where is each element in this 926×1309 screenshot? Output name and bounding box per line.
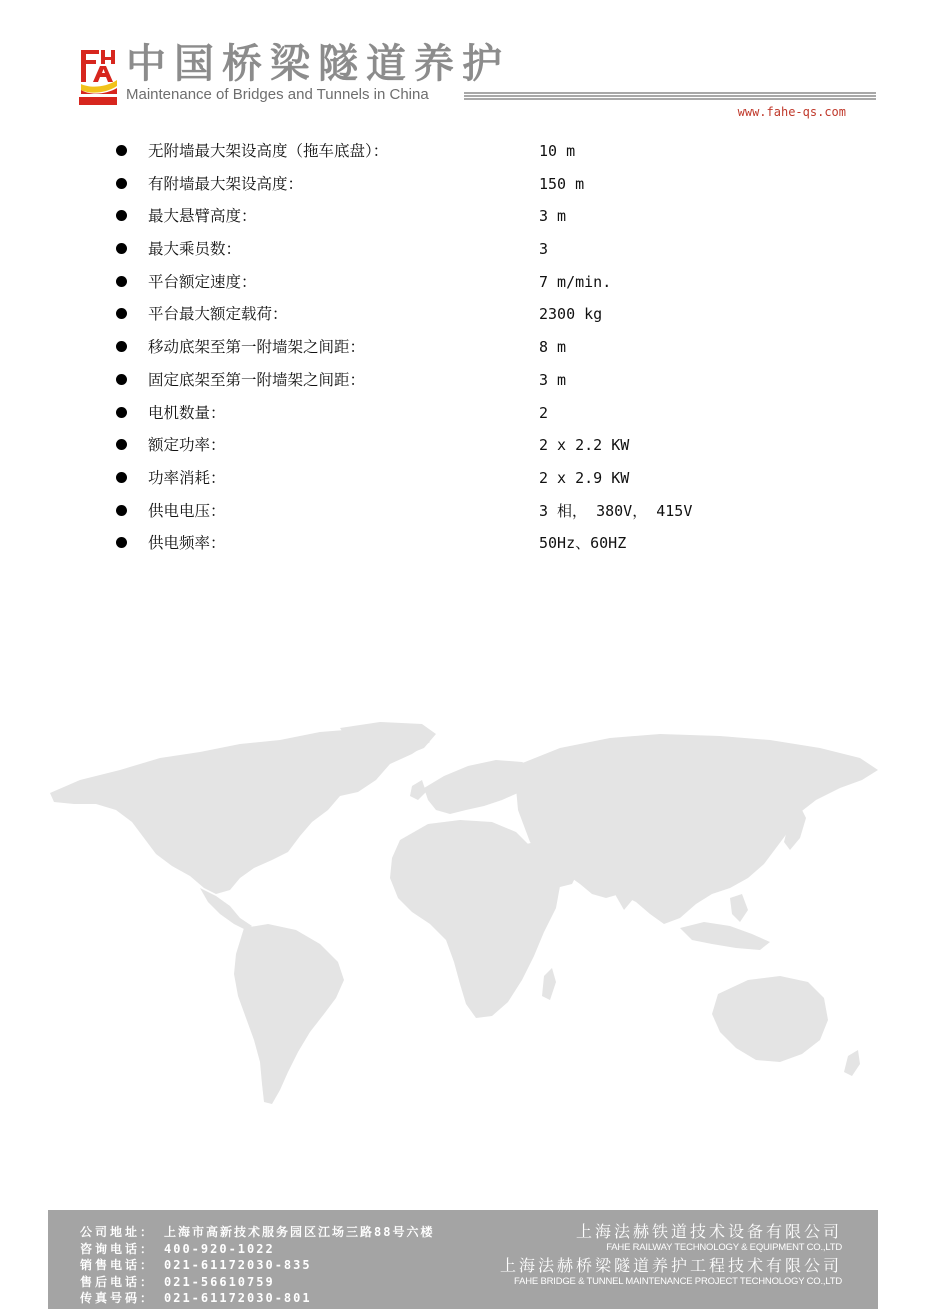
contact-value: 021-56610759 <box>164 1274 275 1289</box>
spec-value: 2300 kg <box>539 305 603 324</box>
spec-list <box>112 138 832 563</box>
website-link[interactable]: www.fahe-qs.com <box>737 105 846 119</box>
contact-value: 上海市高新技术服务园区江场三路88号六楼 <box>164 1225 435 1239</box>
company-name-en: FAHE RAILWAY TECHNOLOGY & EQUIPMENT CO.,LTD <box>606 1242 842 1253</box>
contact-key: 公司地址： <box>80 1225 156 1239</box>
spec-label: 功率消耗： <box>148 468 226 487</box>
spec-item <box>112 171 832 204</box>
page-footer <box>48 1210 878 1309</box>
spec-label: 电机数量： <box>148 403 226 422</box>
contact-fax <box>80 1290 434 1307</box>
spec-item <box>112 269 832 302</box>
company-name-cn: 上海法赫桥梁隧道养护工程技术有限公司 <box>499 1256 842 1275</box>
contact-key: 咨询电话： <box>80 1241 156 1256</box>
company-name-en: FAHE BRIDGE & TUNNEL MAINTENANCE PROJECT TECHNOLOGY CO.,LTD <box>514 1276 842 1287</box>
spec-item <box>112 465 832 498</box>
spec-item <box>112 400 832 433</box>
spec-value: 3 m <box>539 207 567 226</box>
contact-value: 400-920-1022 <box>164 1241 275 1256</box>
bullet-icon <box>116 407 127 418</box>
contact-key: 售后电话： <box>80 1274 156 1289</box>
bullet-icon <box>116 537 127 548</box>
bullet-icon <box>116 505 127 516</box>
company-name-cn: 上海法赫铁道技术设备有限公司 <box>575 1222 842 1241</box>
bullet-icon <box>116 243 127 254</box>
world-map-watermark <box>40 718 890 1118</box>
contact-service <box>80 1274 434 1291</box>
spec-item <box>112 367 832 400</box>
spec-item <box>112 530 832 563</box>
spec-label: 移动底架至第一附墙架之间距： <box>148 338 366 357</box>
spec-value: 8 m <box>539 338 567 357</box>
bullet-icon <box>116 145 127 156</box>
spec-label: 供电电压： <box>148 501 226 520</box>
brand-title-en: Maintenance of Bridges and Tunnels in China <box>126 86 429 103</box>
bullet-icon <box>116 308 127 319</box>
bullet-icon <box>116 374 127 385</box>
company-railway <box>576 1222 842 1254</box>
spec-label: 额定功率： <box>148 436 226 455</box>
spec-value: 3 相， 380V， 415V <box>539 501 693 520</box>
spec-label: 平台额定速度： <box>148 272 257 291</box>
contact-list <box>80 1224 434 1307</box>
bullet-icon <box>116 341 127 352</box>
spec-value: 2 <box>539 403 549 422</box>
company-bridge-tunnel <box>500 1256 842 1288</box>
bullet-icon <box>116 276 127 287</box>
spec-value: 50Hz、60HZ <box>539 534 627 553</box>
contact-value: 021-61172030-801 <box>164 1291 312 1305</box>
spec-item <box>112 236 832 269</box>
contact-hotline <box>80 1241 434 1258</box>
spec-label: 最大悬臂高度： <box>148 207 257 226</box>
contact-key: 传真号码： <box>80 1291 156 1305</box>
bullet-icon <box>116 178 127 189</box>
spec-item <box>112 432 832 465</box>
spec-item <box>112 334 832 367</box>
bullet-icon <box>116 439 127 450</box>
spec-value: 2 x 2.9 KW <box>539 468 630 487</box>
bullet-icon <box>116 472 127 483</box>
spec-value: 150 m <box>539 174 585 193</box>
spec-label: 无附墙最大架设高度（拖车底盘）： <box>148 142 389 160</box>
brand-title-cn: 中国桥梁隧道养护 <box>126 41 510 87</box>
spec-value: 10 m <box>539 142 576 160</box>
spec-label: 有附墙最大架设高度： <box>148 174 304 193</box>
spec-item <box>112 498 832 531</box>
header-rule <box>464 92 876 100</box>
spec-label: 固定底架至第一附墙架之间距： <box>148 370 366 389</box>
contact-address <box>80 1224 434 1241</box>
contact-key: 销售电话： <box>80 1258 156 1272</box>
fahe-logo <box>77 44 119 106</box>
contact-value: 021-61172030-835 <box>164 1258 312 1272</box>
spec-item <box>112 203 832 236</box>
bullet-icon <box>116 210 127 221</box>
spec-value: 7 m/min. <box>539 272 612 291</box>
spec-value: 3 m <box>539 370 567 389</box>
contact-sales <box>80 1257 434 1274</box>
spec-item <box>112 138 832 171</box>
spec-label: 供电频率： <box>148 534 226 553</box>
spec-item <box>112 301 832 334</box>
spec-value: 3 <box>539 240 549 259</box>
spec-value: 2 x 2.2 KW <box>539 436 630 455</box>
page-header <box>0 0 926 130</box>
spec-label: 平台最大额定载荷： <box>148 305 288 324</box>
spec-label: 最大乘员数： <box>148 240 242 259</box>
